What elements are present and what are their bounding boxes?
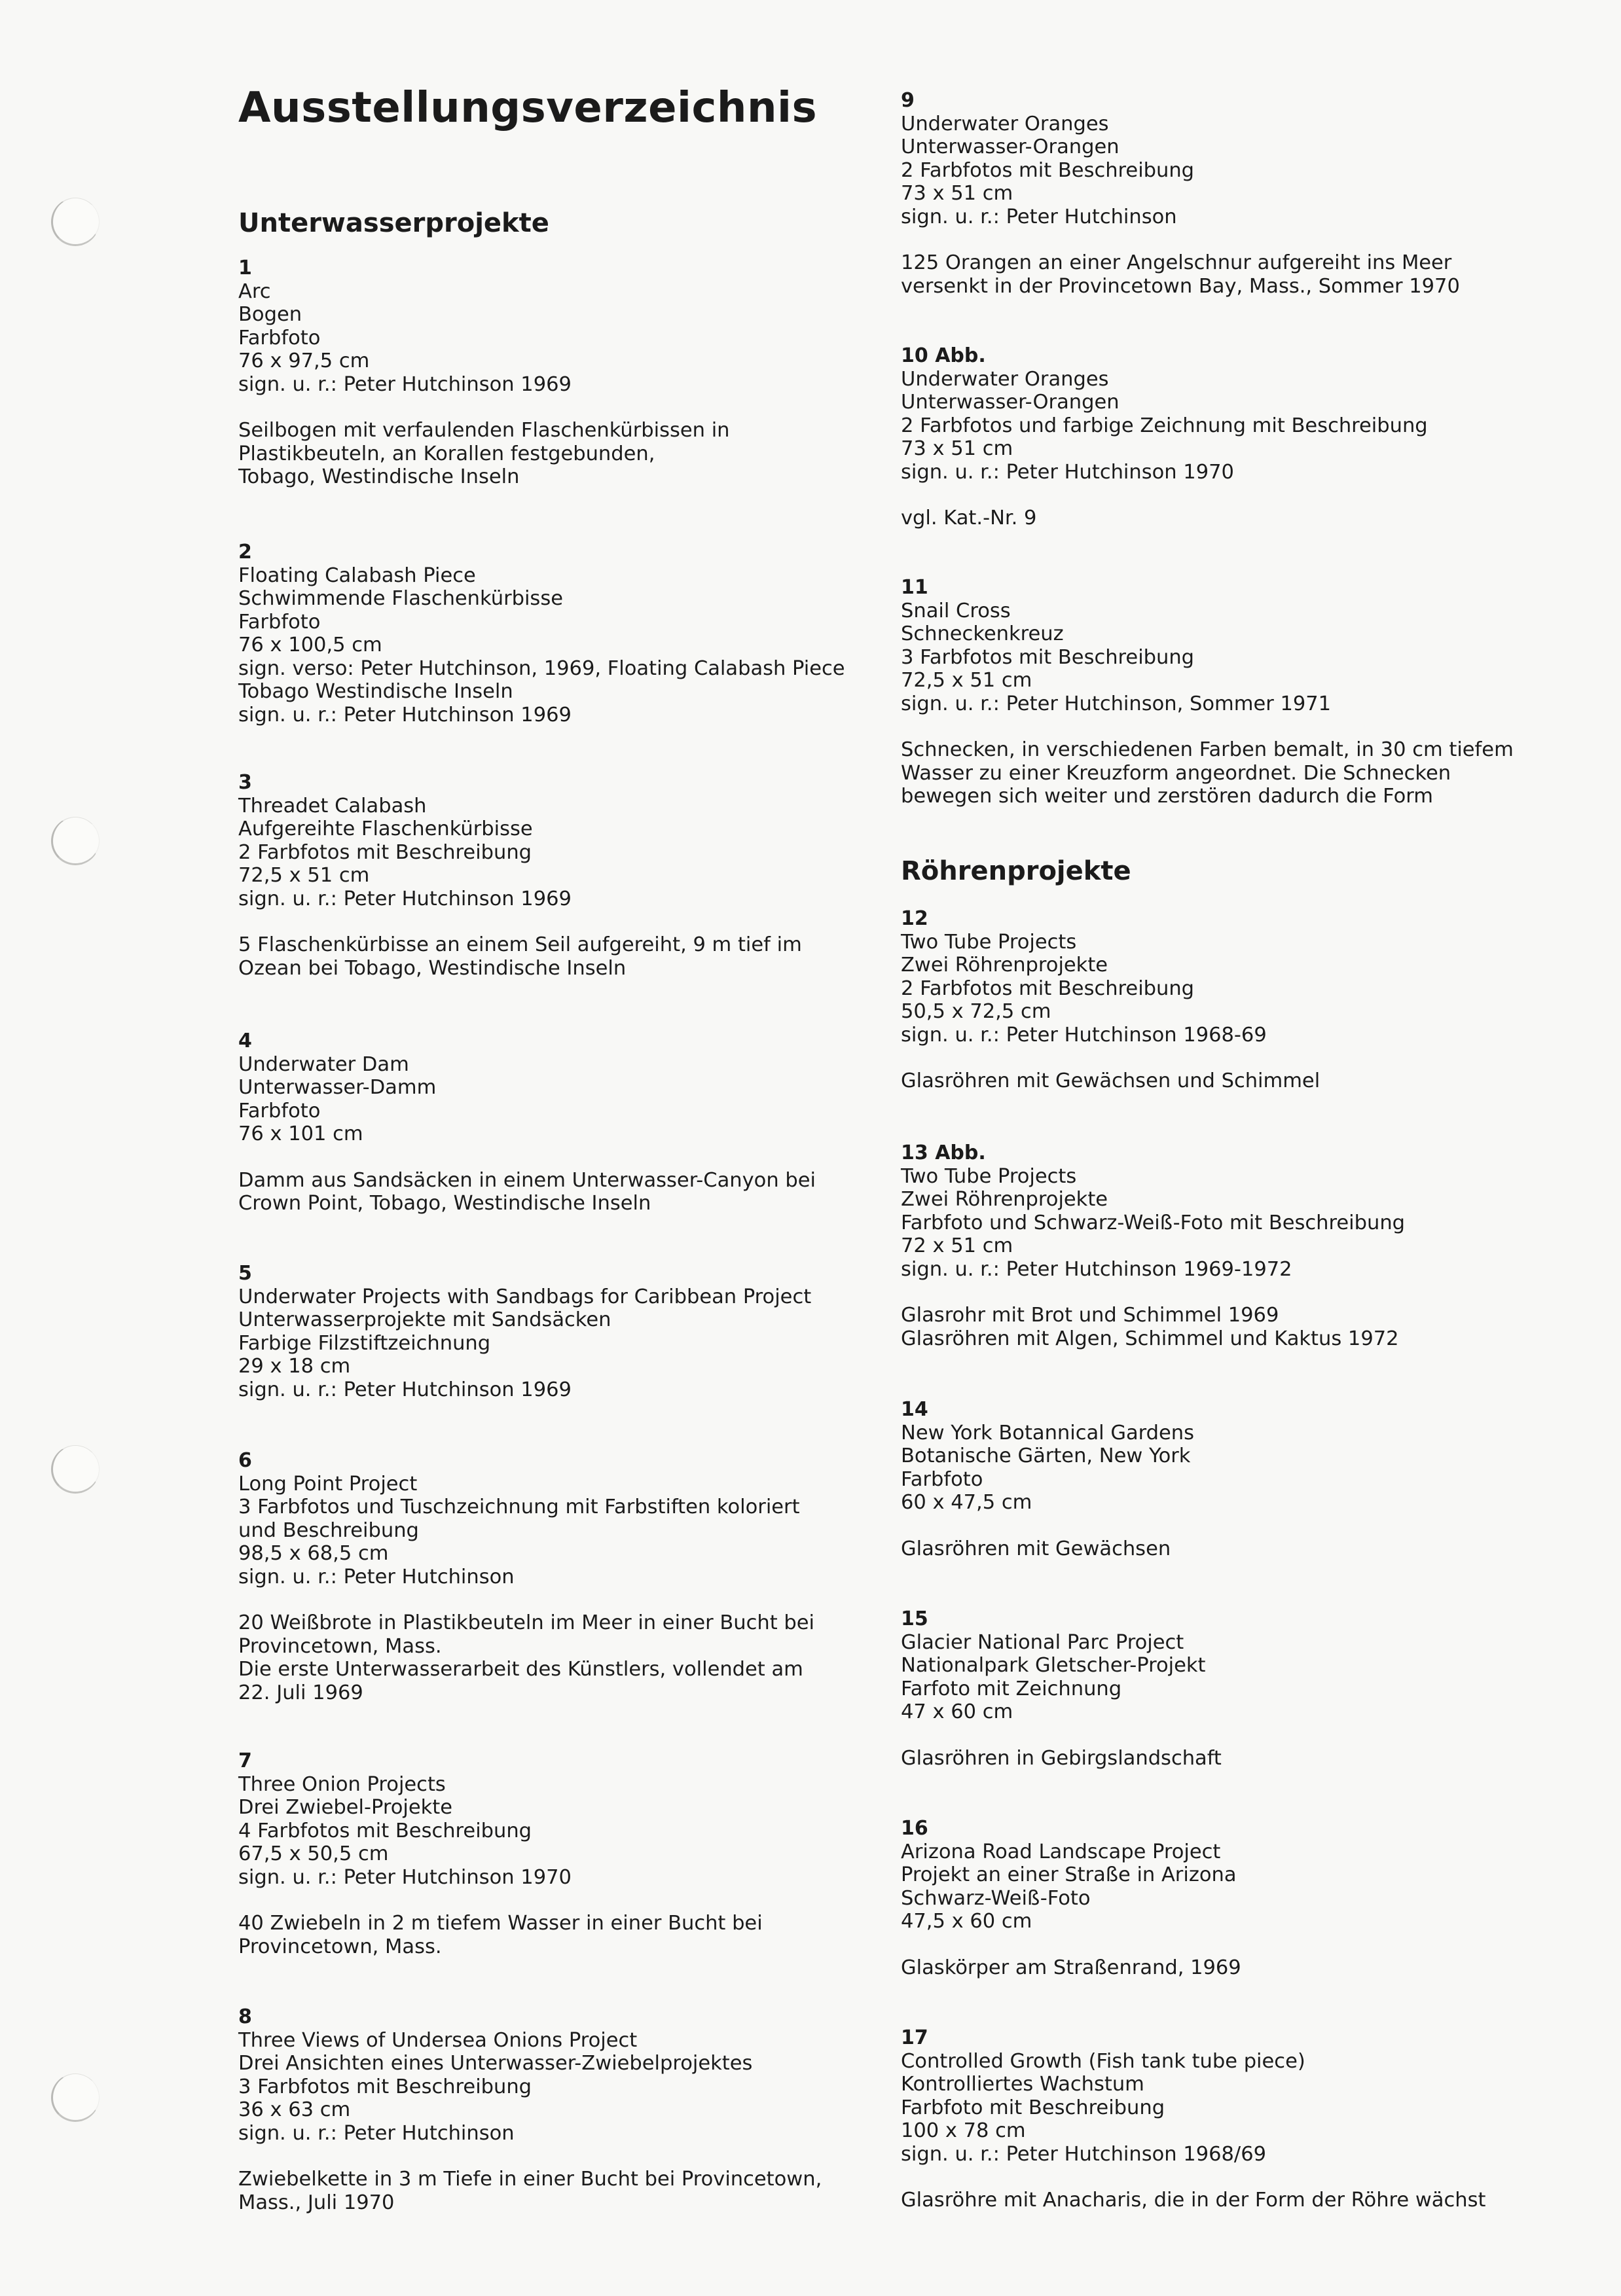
description-line: 20 Weißbrote in Plastikbeuteln im Meer in einer Bucht bei (238, 1611, 814, 1634)
catalog-entry (238, 1030, 816, 1215)
entry-line: Unterwasserprojekte mit Sandsäcken (238, 1308, 611, 1331)
entry-description (901, 1956, 1241, 1980)
entry-line: 3 Farbfotos und Tuschzeichnung mit Farbstiften koloriert (238, 1496, 800, 1518)
description-line: Zwiebelkette in 3 m Tiefe in einer Bucht bei Provincetown, (238, 2168, 822, 2191)
entry-number: 4 (238, 1030, 252, 1052)
entry-description (901, 251, 1460, 298)
entry-line: Underwater Oranges (901, 367, 1109, 391)
catalog-entry (238, 1749, 763, 1958)
entry-number: 15 (901, 1607, 928, 1630)
entry-line: Unterwasser-Damm (238, 1076, 437, 1099)
entry-line: Schneckenkreuz (901, 622, 1064, 645)
entry-line: Bogen (238, 303, 302, 326)
entry-line: sign. u. r.: Peter Hutchinson, Sommer 1971 (901, 692, 1332, 715)
entry-line: 73 x 51 cm (901, 182, 1013, 205)
entry-description (238, 419, 730, 489)
entry-number: 5 (238, 1262, 252, 1285)
catalog-entry (238, 2005, 822, 2214)
punch-hole (51, 198, 100, 246)
entry-line: Tobago Westindische Inseln (238, 680, 513, 703)
entry-description (901, 1537, 1194, 1561)
catalog-entry (901, 576, 1514, 808)
description-line: 5 Flaschenkürbisse an einem Seil aufgereiht, 9 m tief im (238, 933, 802, 956)
catalog-entry (238, 257, 730, 489)
entry-number: 13 Abb. (901, 1141, 986, 1164)
description-line: Glasröhren mit Gewächsen (901, 1537, 1171, 1560)
entry-line: Farbfoto (901, 1467, 983, 1491)
description-line: Glasröhren mit Gewächsen und Schimmel (901, 1069, 1320, 1092)
description-line: Glasröhre mit Anacharis, die in der Form der Röhre wächst (901, 2189, 1486, 2212)
entry-description (238, 933, 802, 980)
entry-line: 73 x 51 cm (901, 437, 1013, 460)
entry-line: 36 x 63 cm (238, 2098, 351, 2121)
entry-line: 2 Farbfotos mit Beschreibung (901, 977, 1195, 1000)
description-line: 40 Zwiebeln in 2 m tiefem Wasser in einer Bucht bei (238, 1912, 763, 1935)
entry-description (901, 507, 1428, 530)
entry-line: 72,5 x 51 cm (901, 669, 1032, 692)
description-line: Plastikbeuteln, an Korallen festgebunden, (238, 442, 655, 465)
entry-line: Projekt an einer Straße in Arizona (901, 1863, 1237, 1886)
description-line: Provincetown, Mass. (238, 1935, 442, 1958)
entry-description (901, 738, 1514, 808)
catalog-entry (238, 541, 845, 726)
entry-description (238, 1169, 816, 1215)
entry-number: 2 (238, 541, 252, 564)
entry-number: 14 (901, 1398, 928, 1421)
entry-number: 7 (238, 1749, 252, 1772)
entry-line: sign. u. r.: Peter Hutchinson 1970 (901, 460, 1234, 484)
entry-line: Farfoto mit Zeichnung (901, 1677, 1122, 1700)
entry-line: Two Tube Projects (901, 1164, 1077, 1188)
catalog-entry (238, 771, 802, 980)
entry-line: sign. u. r.: Peter Hutchinson (238, 1565, 515, 1588)
entry-line: sign. u. r.: Peter Hutchinson (238, 2121, 515, 2145)
entry-line: Three Onion Projects (238, 1772, 446, 1796)
entry-line: Schwarz-Weiß-Foto (901, 1886, 1091, 1910)
entry-line: Unterwasser-Orangen (901, 391, 1120, 414)
entry-line: Drei Zwiebel-Projekte (238, 1796, 452, 1819)
description-line: Glasröhren mit Algen, Schimmel und Kaktus 1972 (901, 1327, 1399, 1350)
entry-line: Underwater Oranges (901, 112, 1109, 135)
entry-line: sign. u. r.: Peter Hutchinson 1969 (238, 372, 572, 396)
entry-line: 76 x 97,5 cm (238, 350, 370, 372)
section-title-tubes: Röhrenprojekte (901, 856, 1131, 886)
entry-line: 2 Farbfotos und farbige Zeichnung mit Beschreibung (901, 414, 1428, 437)
entry-line: Schwimmende Flaschenkürbisse (238, 587, 563, 610)
description-line: bewegen sich weiter und zerstören dadurch die Form (901, 785, 1434, 808)
entry-line: Glacier National Parc Project (901, 1630, 1184, 1654)
entry-line: sign. u. r.: Peter Hutchinson 1968-69 (901, 1023, 1267, 1047)
entry-line: Two Tube Projects (901, 930, 1077, 954)
description-line: 125 Orangen an einer Angelschnur aufgereiht ins Meer (901, 251, 1452, 274)
entry-line: Threadet Calabash (238, 794, 427, 817)
description-line: vgl. Kat.-Nr. 9 (901, 507, 1037, 529)
description-line: Provincetown, Mass. (238, 1634, 442, 1658)
description-line: Damm aus Sandsäcken in einem Unterwasser-Canyon bei (238, 1168, 816, 1192)
entry-line: 67,5 x 50,5 cm (238, 1842, 389, 1865)
entry-number: 6 (238, 1449, 252, 1472)
entry-line: Farbfoto (238, 610, 321, 634)
punch-hole (51, 2073, 100, 2122)
entry-line: Arc (238, 279, 271, 303)
entry-line: 4 Farbfotos mit Beschreibung (238, 1819, 532, 1842)
entry-line: Farbfoto mit Beschreibung (901, 2096, 1165, 2119)
catalog-entry (901, 2026, 1485, 2212)
entry-line: Nationalpark Gletscher-Projekt (901, 1654, 1206, 1677)
entry-line: 60 x 47,5 cm (901, 1491, 1032, 1514)
entry-line: 2 Farbfotos mit Beschreibung (901, 158, 1195, 182)
entry-line: Long Point Project (238, 1472, 418, 1496)
entry-line: sign. u. r.: Peter Hutchinson 1969-1972 (901, 1257, 1292, 1281)
entry-line: sign. u. r.: Peter Hutchinson 1969 (238, 1378, 572, 1401)
entry-line: Drei Ansichten eines Unterwasser-Zwiebelprojektes (238, 2052, 753, 2075)
entry-line: Arizona Road Landscape Project (901, 1840, 1221, 1863)
entry-line: 3 Farbfotos mit Beschreibung (901, 645, 1195, 669)
entry-line: Farbfoto (238, 326, 321, 350)
description-line: Glaskörper am Straßenrand, 1969 (901, 1956, 1241, 1979)
description-line: Ozean bei Tobago, Westindische Inseln (238, 956, 627, 980)
entry-number: 8 (238, 2005, 252, 2028)
description-line: Die erste Unterwasserarbeit des Künstlers, vollendet am (238, 1658, 803, 1681)
entry-line: 47,5 x 60 cm (901, 1910, 1032, 1933)
entry-description (901, 1069, 1320, 1093)
punch-hole (51, 817, 100, 865)
entry-line: sign. u. r.: Peter Hutchinson 1969 (238, 887, 572, 910)
entry-line: 2 Farbfotos mit Beschreibung (238, 840, 532, 864)
entry-line: Three Views of Undersea Onions Project (238, 2028, 638, 2052)
entry-number: 17 (901, 2026, 928, 2049)
entry-description (238, 1912, 763, 1958)
entry-line: 3 Farbfotos mit Beschreibung (238, 2075, 532, 2098)
entry-line: sign. verso: Peter Hutchinson, 1969, Floating Calabash Piece (238, 656, 845, 680)
catalog-entry (901, 1817, 1241, 1979)
entry-description (901, 1304, 1405, 1350)
entry-line: und Beschreibung (238, 1518, 419, 1542)
punch-hole (51, 1445, 100, 1494)
description-line: Seilbogen mit verfaulenden Flaschenkürbissen in (238, 419, 730, 442)
entry-line: sign. u. r.: Peter Hutchinson 1968/69 (901, 2142, 1267, 2166)
entry-line: 100 x 78 cm (901, 2119, 1026, 2142)
catalog-entry (901, 1398, 1194, 1560)
entry-line: 76 x 100,5 cm (238, 634, 382, 656)
description-line: Glasröhren in Gebirgslandschaft (901, 1746, 1222, 1770)
catalog-entry (901, 344, 1428, 530)
entry-line: 98,5 x 68,5 cm (238, 1542, 389, 1565)
entry-number: 16 (901, 1817, 928, 1840)
entry-line: Farbfoto und Schwarz-Weiß-Foto mit Beschreibung (901, 1211, 1406, 1234)
description-line: 22. Juli 1969 (238, 1681, 363, 1704)
catalog-entry (238, 1449, 814, 1704)
entry-line: New York Botannical Gardens (901, 1421, 1195, 1444)
entry-line: 72,5 x 51 cm (238, 864, 370, 887)
entry-line: 72 x 51 cm (901, 1234, 1013, 1257)
description-line: Tobago, Westindische Inseln (238, 465, 520, 488)
catalog-entry (901, 907, 1320, 1093)
entry-line: Floating Calabash Piece (238, 564, 476, 587)
entry-line: 50,5 x 72,5 cm (901, 1000, 1051, 1023)
section-title-underwater: Unterwasserprojekte (238, 208, 549, 238)
entry-line: Zwei Röhrenprojekte (901, 1188, 1108, 1211)
entry-line: sign. u. r.: Peter Hutchinson 1970 (238, 1865, 572, 1889)
entry-number: 12 (901, 907, 928, 930)
entry-line: Zwei Röhrenprojekte (901, 954, 1108, 977)
entry-number: 11 (901, 576, 928, 599)
catalog-entry (901, 1141, 1405, 1350)
entry-line: sign. u. r.: Peter Hutchinson 1969 (238, 703, 572, 726)
catalog-entry (901, 1607, 1222, 1770)
entry-description (901, 2189, 1485, 2212)
entry-line: Unterwasser-Orangen (901, 135, 1120, 158)
entry-number: 10 Abb. (901, 344, 986, 367)
description-line: Mass., Juli 1970 (238, 2191, 395, 2214)
entry-line: Farbfoto (238, 1099, 321, 1122)
description-line: Glasrohr mit Brot und Schimmel 1969 (901, 1304, 1279, 1327)
catalog-entry (901, 89, 1460, 298)
description-line: Crown Point, Tobago, Westindische Inseln (238, 1192, 651, 1215)
entry-line: 47 x 60 cm (901, 1700, 1013, 1723)
entry-description (901, 1747, 1222, 1770)
entry-line: Kontrolliertes Wachstum (901, 2073, 1144, 2096)
entry-line: Botanische Gärten, New York (901, 1444, 1191, 1467)
description-line: Schnecken, in verschiedenen Farben bemalt, in 30 cm tiefem (901, 738, 1514, 761)
entry-number: 1 (238, 257, 252, 279)
entry-line: Underwater Dam (238, 1052, 409, 1076)
entry-line: Controlled Growth (Fish tank tube piece) (901, 2049, 1305, 2073)
entry-number: 9 (901, 89, 915, 112)
description-line: versenkt in der Provincetown Bay, Mass., Sommer 1970 (901, 274, 1460, 298)
entry-line: 76 x 101 cm (238, 1122, 363, 1145)
catalog-entry (238, 1262, 811, 1401)
entry-line: sign. u. r.: Peter Hutchinson (901, 205, 1177, 228)
page-title: Ausstellungsverzeichnis (238, 84, 818, 132)
entry-line: 29 x 18 cm (238, 1355, 351, 1378)
entry-line: Snail Cross (901, 599, 1011, 622)
entry-line: Farbige Filzstiftzeichnung (238, 1331, 491, 1355)
entry-line: Underwater Projects with Sandbags for Caribbean Project (238, 1285, 812, 1308)
entry-description (238, 1611, 814, 1704)
description-line: Wasser zu einer Kreuzform angeordnet. Die Schnecken (901, 761, 1451, 785)
entry-line: Aufgereihte Flaschenkürbisse (238, 817, 533, 840)
entry-description (238, 2168, 822, 2214)
entry-number: 3 (238, 771, 252, 794)
